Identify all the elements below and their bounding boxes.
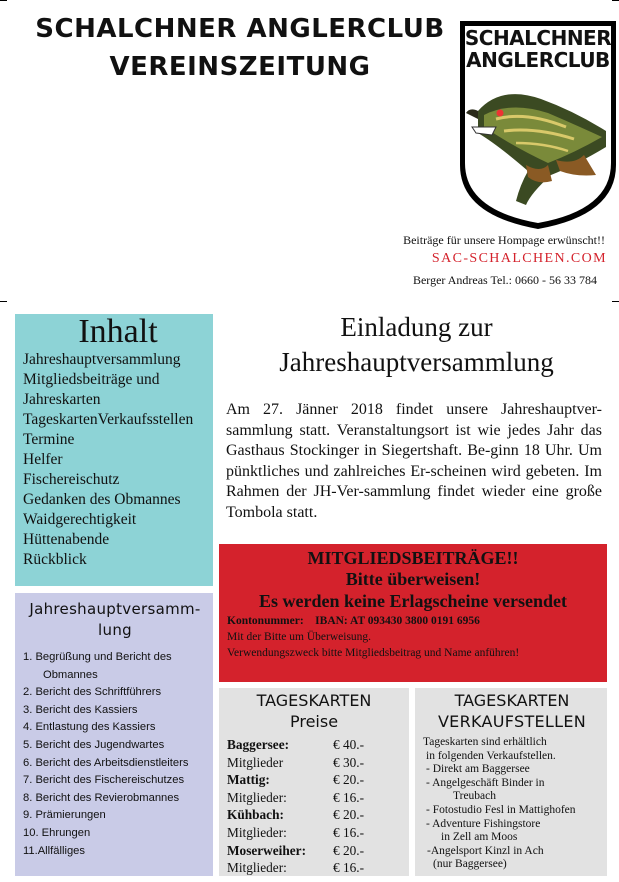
crop-mark-mid-right bbox=[612, 301, 619, 302]
account-iban: IBAN: AT 093430 3800 0191 6956 bbox=[315, 615, 480, 627]
price-row bbox=[227, 736, 401, 754]
sales-line: -Angelsport Kinzl in Ach bbox=[427, 844, 544, 857]
toc-title: Inhalt bbox=[78, 313, 158, 350]
sales-line: in folgenden Verkaufstellen. bbox=[426, 749, 556, 762]
agenda-item: 7. Bericht des Fischereischutzes bbox=[23, 774, 185, 787]
price-row bbox=[227, 754, 401, 772]
sales-line: - Fotostudio Fesl in Mattighofen bbox=[426, 803, 576, 816]
agenda-item: 10. Ehrungen bbox=[23, 826, 91, 839]
agenda-title-line1: Jahreshauptversamm- bbox=[29, 600, 201, 618]
sales-title-line2: VERKAUFSTELLEN bbox=[437, 712, 587, 731]
agenda-item: 11.Allfälliges bbox=[23, 844, 85, 857]
price-member-name: Mitglieder bbox=[227, 754, 284, 770]
account-label: Kontonummer: bbox=[227, 615, 304, 627]
toc-item: Waidgerechtigkeit bbox=[23, 511, 137, 528]
toc-list bbox=[23, 350, 213, 570]
sales-line: - Adventure Fishingstore bbox=[426, 817, 541, 830]
day-tickets-prices-box bbox=[219, 688, 409, 876]
agenda-item: 1. Begrüßung und Bericht des bbox=[23, 651, 172, 663]
agenda-item: 5. Bericht des Jugendwartes bbox=[23, 738, 165, 751]
agenda-item: 6. Bericht des Arbeitsdienstleiters bbox=[23, 756, 189, 769]
price-value: € 16.- bbox=[333, 860, 365, 876]
sales-line: - Direkt am Baggersee bbox=[426, 763, 530, 776]
crop-mark-top-right bbox=[612, 0, 619, 1]
newsletter-title-line1: SCHALCHNER ANGLERCLUB bbox=[35, 14, 445, 44]
logo-text-line2: ANGLERCLUB bbox=[466, 48, 610, 72]
agenda-item: 4. Entlastung des Kassiers bbox=[23, 721, 156, 734]
price-row bbox=[227, 859, 401, 877]
toc-item: Termine bbox=[23, 431, 75, 448]
price-row bbox=[227, 842, 401, 860]
price-water-name: Moserweiher: bbox=[227, 842, 307, 858]
homepage-note: Beiträge für unsere Hompage erwünscht!! bbox=[403, 233, 605, 247]
price-list bbox=[227, 736, 401, 877]
price-water-name: Kühbach: bbox=[227, 807, 284, 823]
price-member-name: Mitglieder: bbox=[227, 860, 287, 876]
agenda-item: 3. Bericht des Kassiers bbox=[23, 703, 138, 716]
price-member-name: Mitglieder: bbox=[227, 789, 287, 805]
price-value: € 20.- bbox=[333, 772, 365, 788]
toc-item: Helfer bbox=[23, 451, 63, 468]
newsletter-title-line2: VEREINSZEITUNG bbox=[109, 52, 371, 82]
agenda-box bbox=[15, 593, 213, 876]
table-of-contents bbox=[15, 314, 213, 586]
price-row bbox=[227, 824, 401, 842]
fees-account bbox=[227, 613, 599, 629]
toc-item: Gedanken des Obmannes bbox=[23, 491, 181, 508]
fees-heading: MITGLIEDSBEITRÄGE!! bbox=[307, 548, 519, 568]
sales-line: in Zell am Moos bbox=[441, 831, 518, 844]
toc-item: Rückblick bbox=[23, 551, 87, 568]
agenda-list bbox=[23, 649, 207, 860]
invitation-title-line2: Jahreshauptversammlung bbox=[279, 347, 554, 377]
sales-list bbox=[423, 736, 601, 872]
fees-note-transfer: Mit der Bitte um Überweisung. bbox=[227, 631, 372, 643]
prices-title-line1: TAGESKARTEN bbox=[256, 691, 372, 710]
sales-title-line1: TAGESKARTEN bbox=[454, 691, 570, 710]
fees-please-transfer: Bitte überweisen! bbox=[345, 569, 481, 589]
price-value: € 20.- bbox=[333, 807, 365, 823]
price-row bbox=[227, 771, 401, 789]
membership-fees-box bbox=[219, 544, 607, 682]
toc-item: Mitgliedsbeiträge und bbox=[23, 371, 160, 388]
invitation-title-line1: Einladung zur bbox=[340, 312, 493, 342]
price-water-name: Mattig: bbox=[227, 772, 270, 788]
agenda-item: 9. Prämierungen bbox=[23, 809, 106, 822]
agenda-title-line2: lung bbox=[98, 621, 132, 639]
invitation-body: Am 27. Jänner 2018 findet unsere Jahreshauptver-sammlung statt. Veranstaltungsort ist wie jedes Jahr das Gasthaus Stockinger in Siegertshaft. Be-ginn 18 Uhr. Um pünktliches und zahlreiches Er-scheinen wird gebeten. Im Rahmen der JH-Ver-sammlung findet wieder eine große Tombola statt. bbox=[226, 401, 602, 521]
agenda-title bbox=[23, 599, 207, 641]
fees-no-slips: Es werden keine Erlagscheine versendet bbox=[259, 591, 567, 611]
toc-item: Jahreskarten bbox=[23, 391, 101, 408]
sales-line: (nur Baggersee) bbox=[433, 858, 507, 871]
prices-title-line2: Preise bbox=[289, 712, 339, 731]
toc-item: Jahreshauptversammlung bbox=[23, 351, 181, 368]
price-value: € 16.- bbox=[333, 789, 365, 805]
price-water-name: Baggersee: bbox=[227, 737, 290, 752]
crop-mark-top-left bbox=[0, 0, 7, 1]
price-value: € 16.- bbox=[333, 824, 365, 840]
sales-line: - Angelgeschäft Binder in bbox=[426, 776, 545, 789]
agenda-item: 8. Bericht des Revierobmannes bbox=[23, 791, 180, 804]
logo-text-line1: SCHALCHNER bbox=[464, 26, 612, 50]
sales-line: Treubach bbox=[453, 790, 497, 803]
price-row bbox=[227, 789, 401, 807]
agenda-item: 2. Bericht des Schriftführers bbox=[23, 686, 162, 699]
price-value: € 30.- bbox=[333, 754, 365, 770]
toc-item: Fischereischutz bbox=[23, 471, 120, 488]
sales-line: Tageskarten sind erhältlich bbox=[423, 736, 547, 748]
price-row bbox=[227, 806, 401, 824]
day-tickets-sales-box bbox=[415, 688, 607, 876]
price-value: € 40.- bbox=[333, 737, 365, 752]
price-member-name: Mitglieder: bbox=[227, 824, 287, 840]
agenda-item: Obmannes bbox=[43, 668, 98, 681]
contact-person: Berger Andreas Tel.: 0660 - 56 33 784 bbox=[412, 273, 597, 287]
toc-item: Hüttenabende bbox=[23, 531, 110, 548]
website-link[interactable]: SAC-SCHALCHEN.COM bbox=[431, 251, 607, 266]
fees-note-purpose: Verwendungszweck bitte Mitgliedsbeitrag und Name anführen! bbox=[227, 647, 520, 659]
club-logo bbox=[456, 15, 619, 233]
crop-mark-mid-left bbox=[0, 301, 7, 302]
price-value: € 20.- bbox=[333, 842, 365, 858]
toc-item: TageskartenVerkaufsstellen bbox=[23, 411, 194, 428]
